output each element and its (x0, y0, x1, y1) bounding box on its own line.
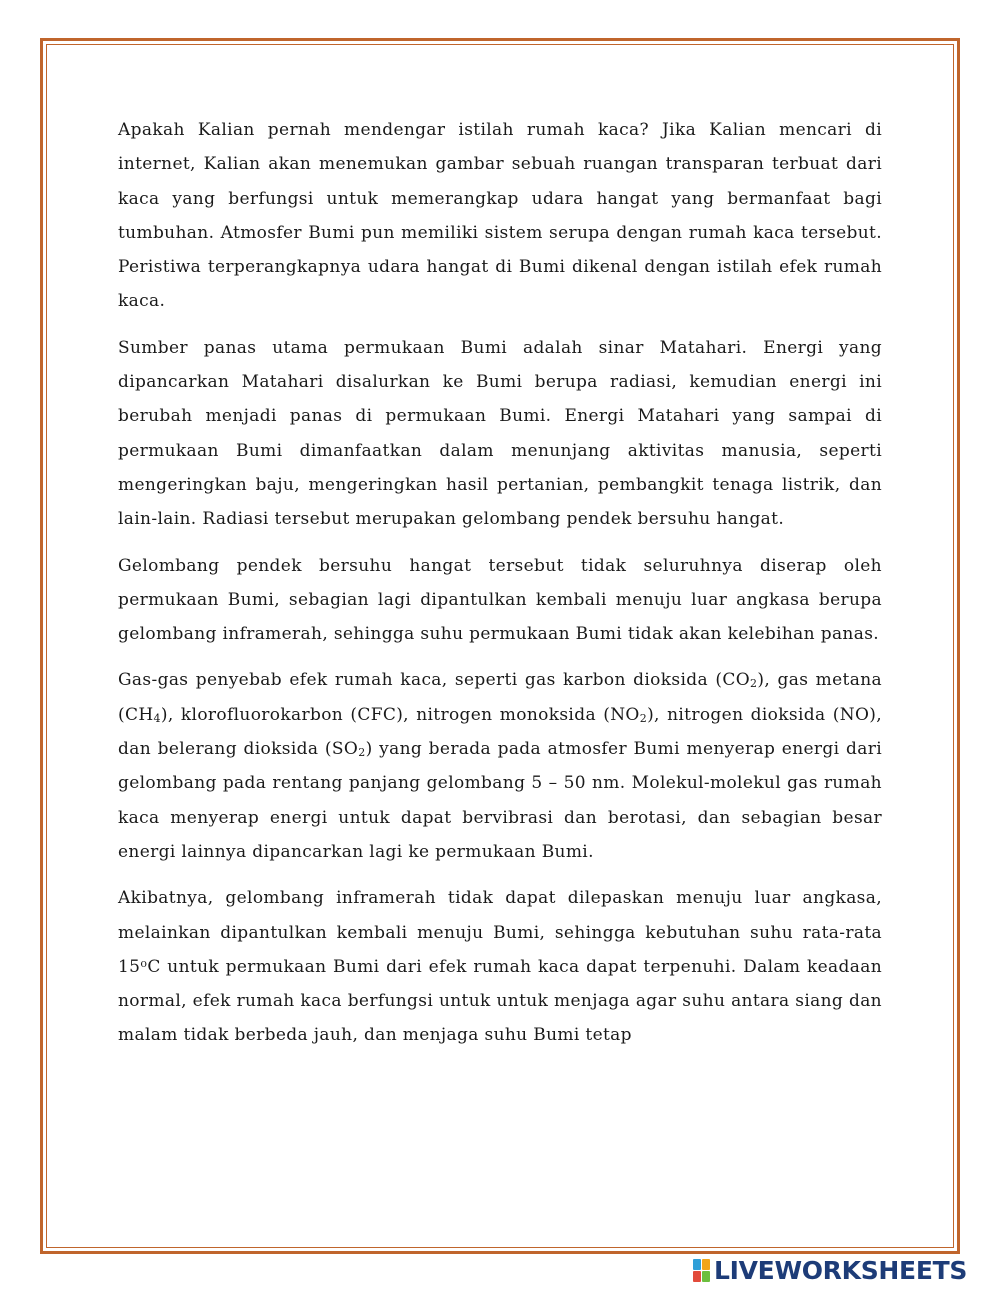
liveworksheets-logo[interactable] (693, 1255, 967, 1285)
logo-square-blue (693, 1259, 701, 1270)
subscript: 2 (750, 677, 758, 691)
logo-square-green (702, 1271, 710, 1282)
text-segment: Gelombang pendek bersuhu hangat tersebut tidak seluruhnya diserap oleh permukaan Bumi, sebagian lagi dipantulkan kembali menuju luar angkasa berupa gelombang inframerah, sehingga suhu permukaan Bumi tidak akan kelebihan panas. (118, 555, 882, 645)
subscript: 4 (153, 711, 161, 725)
paragraph-3 (118, 549, 882, 652)
text-segment: ) yang berada pada atmosfer Bumi menyerap energi dari gelombang pada rentang panjang gelombang 5 – 50 nm. Molekul-molekul gas rumah kaca menyerap energi untuk dapat bervibrasi dan berotasi, dan sebagian besar energi lainnya dipancarkan lagi ke permukaan Bumi. (118, 739, 882, 862)
text-segment: ), klorofluorokarbon (CFC), nitrogen monoksida (NO (160, 704, 640, 725)
logo-mark-icon (693, 1259, 710, 1282)
text-segment: ), nitrogen dioksida (NO), dan belerang dioksida (SO (118, 704, 882, 760)
paragraph-4 (118, 663, 882, 869)
logo-square-red (693, 1271, 701, 1282)
logo-square-orange (702, 1259, 710, 1270)
paragraph-5 (118, 881, 882, 1052)
text-segment: ), gas metana (CH (118, 670, 882, 725)
text-segment: Akibatnya, gelombang inframerah tidak dapat dilepaskan menuju luar angkasa, melainkan dipantulkan kembali menuju Bumi, sehingga kebutuhan suhu rata-rata 15 (118, 888, 882, 977)
superscript-degree: o (140, 956, 148, 970)
subscript: 2 (358, 746, 366, 760)
subscript: 2 (639, 711, 648, 725)
text-segment: Apakah Kalian pernah mendengar istilah rumah kaca? Jika Kalian mencari di internet, Kalian akan menemukan gambar sebuah ruangan transparan terbuat dari kaca yang berfungsi untuk memerangkap udara hangat yang bermanfaat bagi tumbuhan. Atmosfer Bumi pun memiliki sistem serupa dengan rumah kaca tersebut. Peristiwa terperangkapnya udara hangat di Bumi dikenal dengan istilah efek rumah kaca. (118, 120, 882, 312)
paragraph-2 (118, 331, 882, 537)
logo-text: LIVEWORKSHEETS (714, 1255, 968, 1285)
text-segment: C untuk permukaan Bumi dari efek rumah kaca dapat terpenuhi. Dalam keadaan normal, efek rumah kaca berfungsi untuk untuk menjaga agar suhu antara siang dan malam tidak berbeda jauh, dan menjaga suhu Bumi tetap (118, 956, 882, 1046)
text-segment: Gas-gas penyebab efek rumah kaca, seperti gas karbon dioksida (CO (118, 670, 751, 691)
text-segment: Sumber panas utama permukaan Bumi adalah sinar Matahari. Energi yang dipancarkan Matahari disalurkan ke Bumi berupa radiasi, kemudian energi ini berubah menjadi panas di permukaan Bumi. Energi Matahari yang sampai di permukaan Bumi dimanfaatkan dalam menunjang aktivitas manusia, seperti mengeringkan baju, mengeringkan hasil pertanian, pembangkit tenaga listrik, dan lain-lain. Radiasi tersebut merupakan gelombang pendek bersuhu hangat. (118, 337, 882, 530)
document-body (118, 113, 882, 1065)
paragraph-1 (118, 113, 882, 319)
